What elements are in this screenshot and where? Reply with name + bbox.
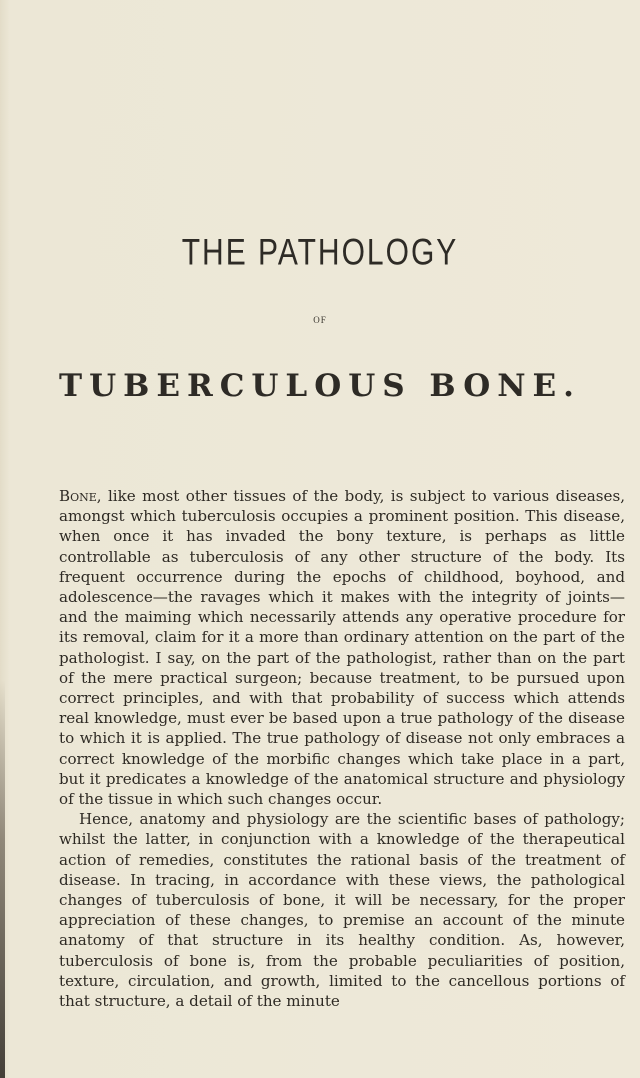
page-subtitle: TUBERCULOUS BONE.: [59, 368, 581, 404]
page-title: THE PATHOLOGY: [181, 232, 459, 274]
paragraph-2-text: Hence, anatomy and physiology are the scientific bases of pathology; whilst the latter, in conjunction with a knowledge of the therapeutical action of remedies, constitutes the rational basis of the treatment of disease. In tracing, in accordance with these views, the pathological changes of tuberculosis of bone, it will be necessary, for the proper appreciation of these changes, to premise an account of the minute anatomy of that structure in its healthy condition. As, however, tuberculosis of bone is, from the probable peculiarities of position, texture, circulation, and growth, limited to the cancellous portions of that structure, a detail of the minute: [59, 810, 625, 1011]
paragraph-1-text: , like most other tissues of the body, is subject to various diseases, amongst which tuberculosis occupies a prominent position. This disease, when once it has invaded the bony texture, is perhaps as little controllable as tuberculosis of any other structure of the body. Its frequent occurrence during the epochs of childhood, boyhood, and adolescence—the ravages which it makes with the integrity of joints—and the maiming which necessarily attends any operative procedure for its removal, claim for it a more than ordinary attention on the part of the pathologist. I say, on the part of the pathologist, rather than on the part of the mere practical surgeon; because treatment, to be pursued upon correct principles, and with that probability of success which attends real knowledge, must ever be based upon a true pathology of the disease to which it is applied. The true pathology of disease not only embraces a correct knowledge of the morbific changes which take place in a part, but it predicates a knowledge of the anatomical structure and physiology of the tissue in which such changes occur.: [59, 487, 625, 809]
paragraph-lead-word: Bone: [59, 487, 97, 505]
binding-shadow: [0, 680, 5, 1078]
paragraph-2: [59, 809, 625, 1011]
title-connector: OF: [313, 315, 327, 325]
body-text: [59, 486, 625, 1011]
paragraph-1: [59, 486, 625, 809]
